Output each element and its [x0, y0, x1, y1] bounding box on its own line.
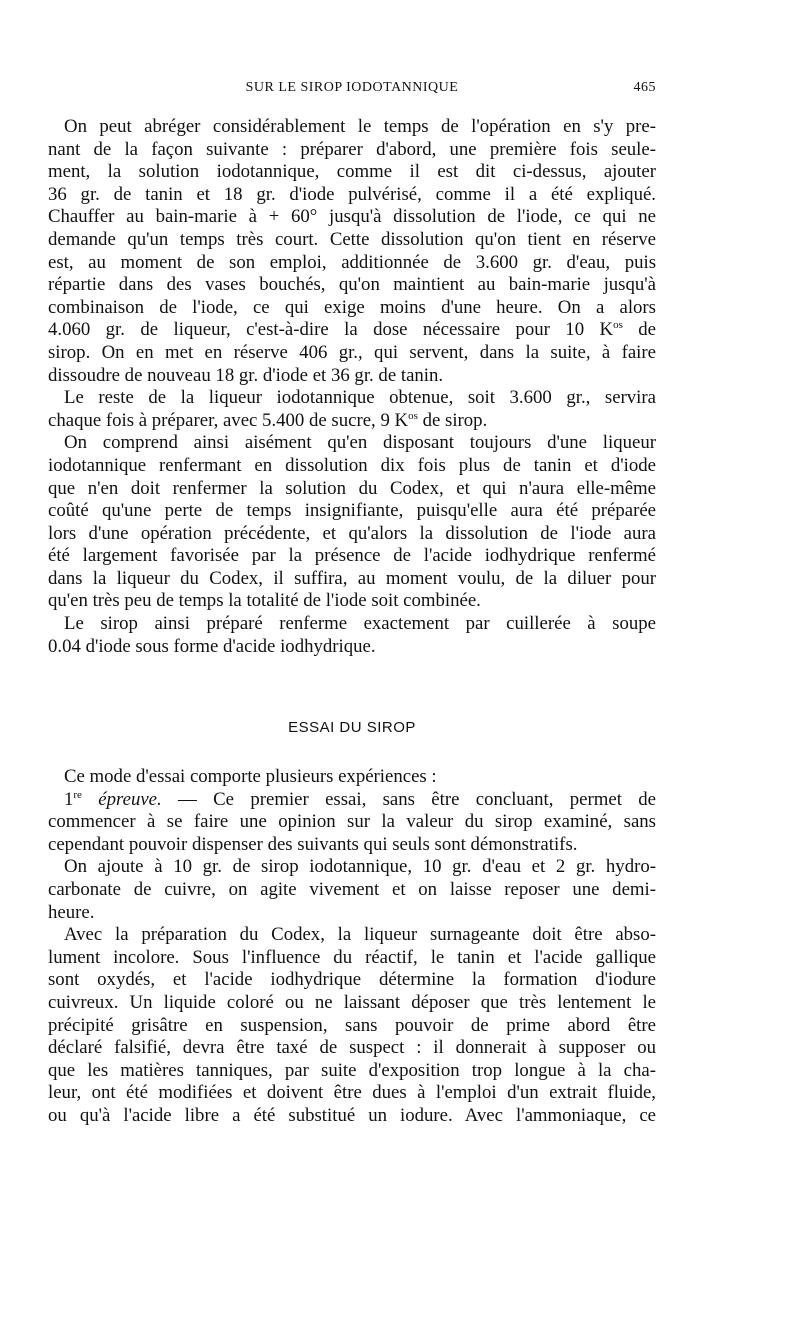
text-line: dans la liqueur du Codex, il suffira, au moment voulu, de la diluer pour	[48, 567, 656, 589]
italic-word: épreuve.	[98, 788, 162, 810]
text-fragment: de	[622, 319, 656, 341]
text-line: ment, la solution iodotannique, comme il est dit ci-dessus, ajouter	[48, 161, 656, 183]
section-heading: ESSAI DU SIROP	[288, 719, 416, 736]
text-line: lors d'une opération précédente, et qu'alors la dissolution de l'iode aura	[48, 522, 656, 544]
paragraph-block-1	[48, 116, 656, 658]
text-line: coûté qu'une perte de temps insignifiante, puisqu'elle aura été préparée	[48, 500, 656, 522]
text-line: est, au moment de son emploi, additionnée de 3.600 gr. d'eau, puis	[48, 251, 656, 273]
text-line: été largement favorisée par la présence de l'acide iodhydrique renfermé	[48, 545, 656, 567]
text-line: combinaison de l'iode, ce qui exige moins d'une heure. On a alors	[48, 296, 656, 318]
text-line: Chauffer au bain-marie à + 60° jusqu'à dissolution de l'iode, ce qui ne	[48, 206, 656, 228]
text-line	[48, 319, 656, 342]
text-line: 0.04 d'iode sous forme d'acide iodhydrique.	[48, 635, 376, 657]
text-line: Avec la préparation du Codex, la liqueur surnageante doit être abso-	[64, 924, 656, 946]
text-line: Le sirop ainsi préparé renferme exactement par cuillerée à soupe	[64, 613, 656, 635]
text-line: leur, ont été modifiées et doivent être dues à l'emploi d'un extrait fluide,	[48, 1082, 656, 1104]
text-fragment: chaque fois à préparer, avec 5.400 de sucre, 9 K	[48, 409, 409, 431]
text-line: déclaré falsifié, devra être taxé de suspect : il donnerait à supposer ou	[48, 1037, 656, 1059]
text-line: nant de la façon suivante : préparer d'abord, une première fois seule-	[48, 138, 656, 160]
text-line: On comprend ainsi aisément qu'en disposant toujours d'une liqueur	[64, 432, 656, 454]
text-fragment: de sirop.	[417, 409, 488, 431]
text-line: qu'en très peu de temps la totalité de l'iode soit combinée.	[48, 590, 481, 612]
text-line	[48, 789, 656, 812]
text-line: Le reste de la liqueur iodotannique obtenue, soit 3.600 gr., servira	[64, 387, 656, 409]
text-line: sont oxydés, et l'acide iodhydrique détermine la formation d'iodure	[48, 969, 656, 991]
page-header	[48, 80, 656, 104]
text-line: que n'en doit renfermer la solution du Codex, et qui n'aura elle-même	[48, 477, 656, 499]
text-line: demande qu'un temps très court. Cette dissolution qu'on tient en réserve	[48, 228, 656, 250]
text-line	[48, 410, 656, 433]
running-title: SUR LE SIROP IODOTANNIQUE	[245, 80, 459, 95]
superscript: os	[408, 409, 418, 422]
text-line: Ce mode d'essai comporte plusieurs expériences :	[64, 766, 437, 787]
text-line: ou qu'à l'acide libre a été substitué un iodure. Avec l'ammoniaque, ce	[48, 1104, 656, 1126]
text-line: lument incolore. Sous l'influence du réactif, le tanin et l'acide gallique	[48, 946, 656, 968]
text-line: carbonate de cuivre, on agite vivement et on laisse reposer une demi-	[48, 878, 656, 900]
text-line: sirop. On en met en réserve 406 gr., qui servent, dans la suite, à faire	[48, 341, 656, 363]
text-line: répartie dans des vases bouchés, qu'on maintient au bain-marie jusqu'à	[48, 274, 656, 296]
text-line: cependant pouvoir dispenser des suivants qui seuls sont démonstratifs.	[48, 833, 578, 855]
text-fragment: 4.060 gr. de liqueur, c'est-à-dire la dose nécessaire pour 10 K	[48, 319, 614, 341]
text-line: que les matières tanniques, par suite d'exposition trop longue à la cha-	[48, 1059, 656, 1081]
text-line: dissoudre de nouveau 18 gr. d'iode et 36 gr. de tanin.	[48, 364, 444, 386]
text-fragment: — Ce premier essai, sans être concluant, permet de	[161, 788, 656, 810]
text-line: On ajoute à 10 gr. de sirop iodotannique, 10 gr. d'eau et 2 gr. hydro-	[64, 856, 656, 878]
text-line: précipité grisâtre en suspension, sans pouvoir de prime abord être	[48, 1014, 656, 1036]
text-line: On peut abréger considérablement le temps de l'opération en s'y pre-	[64, 116, 656, 137]
text-line: iodotannique renfermant en dissolution dix fois plus de tanin et d'iode	[48, 454, 656, 476]
text-line: 36 gr. de tanin et 18 gr. d'iode pulvérisé, comme il a été expliqué.	[48, 183, 656, 205]
text-line: heure.	[48, 901, 95, 923]
page-number: 465	[633, 80, 656, 95]
text-line: cuivreux. Un liquide coloré ou ne laissant déposer que très lentement le	[48, 991, 656, 1013]
text-fragment: 1	[64, 788, 74, 810]
paragraph-block-2	[48, 766, 656, 1128]
superscript: re	[73, 788, 82, 801]
superscript: os	[613, 319, 623, 332]
text-line: commencer à se faire une opinion sur la valeur du sirop examiné, sans	[48, 811, 656, 833]
